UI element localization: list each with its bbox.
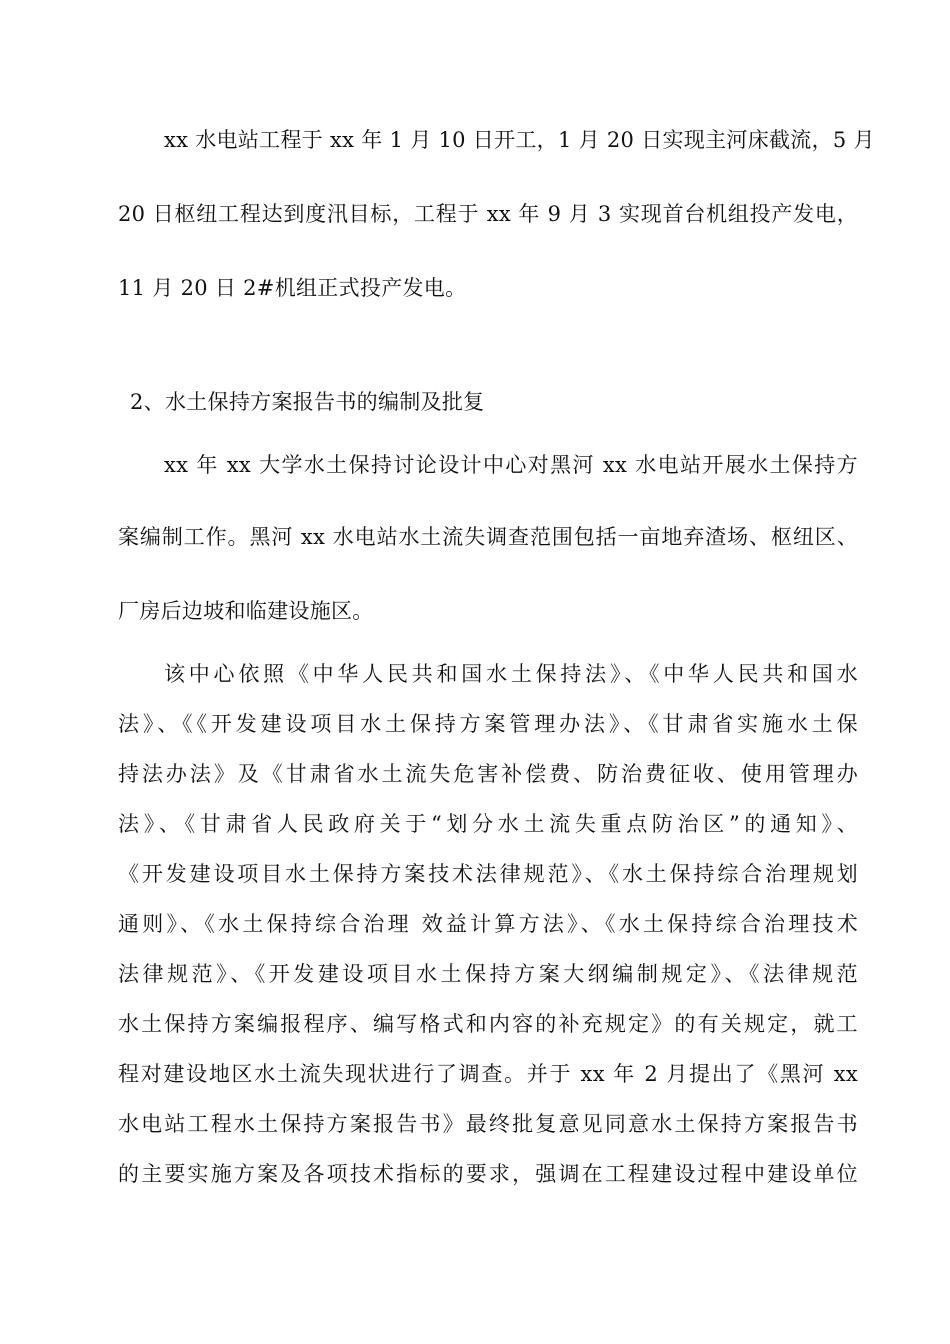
paragraph-3-line-7: 法律规范》、《开发建设项目水土保持方案大纲编制规定》、《法律规范 xyxy=(118,962,858,986)
paragraph-3-line-6: 通则》、《水土保持综合治理 效益计算方法》、《水土保持综合治理技术 xyxy=(118,912,858,936)
paragraph-1-line-1: xx 水电站工程于 xx 年 1 月 10 日开工，1 月 20 日实现主河床截流，5 月 xyxy=(164,128,875,152)
paragraph-2-line-3: 厂房后边坡和临建设施区。 xyxy=(118,599,374,623)
paragraph-3-line-10: 水电站工程水土保持方案报告书》最终批复意见同意水土保持方案报告书 xyxy=(118,1112,858,1136)
paragraph-1-line-2: 20 日枢纽工程达到度汛目标，工程于 xx 年 9 月 3 实现首台机组投产发电， xyxy=(118,202,858,226)
paragraph-2-line-2: 案编制工作。黑河 xx 水电站水土流失调查范围包括一亩地弃渣场、枢纽区、 xyxy=(118,525,858,549)
paragraph-3-line-1: 该中心依照《中华人民共和国水土保持法》、《中华人民共和国水 xyxy=(164,662,858,686)
paragraph-3-line-9: 程对建设地区水土流失现状进行了调查。并于 xx 年 2 月提出了《黑河 xx xyxy=(118,1062,858,1086)
paragraph-3-line-5: 《开发建设项目水土保持方案技术法律规范》、《水土保持综合治理规划 xyxy=(118,862,858,886)
paragraph-3-line-4: 法》、《甘肃省人民政府关于“划分水土流失重点防治区”的通知》、 xyxy=(118,812,858,836)
paragraph-1-line-3: 11 月 20 日 2#机组正式投产发电。 xyxy=(118,276,467,300)
paragraph-3-line-8: 水土保持方案编报程序、编写格式和内容的补充规定》的有关规定，就工 xyxy=(118,1012,858,1036)
paragraph-3-line-3: 持法办法》及《甘肃省水土流失危害补偿费、防治费征收、使用管理办 xyxy=(118,762,858,786)
paragraph-3-line-2: 法》、《《开发建设项目水土保持方案管理办法》、《甘肃省实施水土保 xyxy=(118,712,858,736)
paragraph-3-line-11: 的主要实施方案及各项技术指标的要求，强调在工程建设过程中建设单位 xyxy=(118,1162,858,1186)
section-heading: 2、水土保持方案报告书的编制及批复 xyxy=(130,390,485,414)
paragraph-2-line-1: xx 年 xx 大学水土保持讨论设计中心对黑河 xx 水电站开展水土保持方 xyxy=(164,453,858,477)
